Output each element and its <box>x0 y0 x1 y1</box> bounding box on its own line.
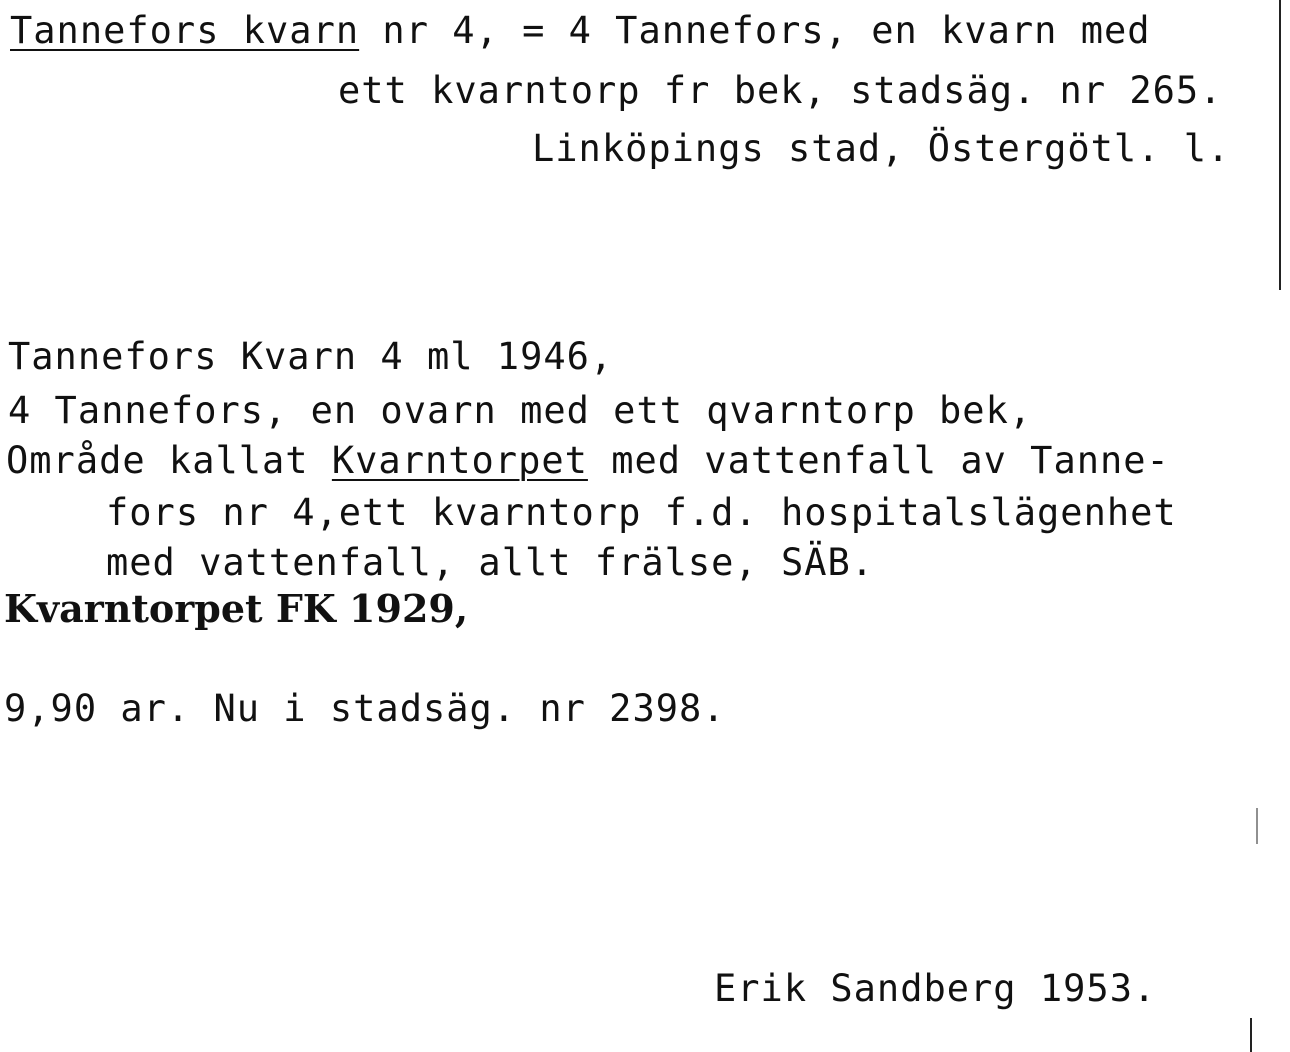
body-line-6: Kvarntorpet FK 1929, <box>4 586 469 631</box>
card-edge-line <box>1279 0 1281 290</box>
edge-mark-bottom <box>1250 1018 1252 1052</box>
body-line-2: 4 Tannefors, en ovarn med ett qvarntorp bek, <box>8 389 1033 432</box>
signature: Erik Sandberg 1953. <box>714 967 1157 1010</box>
body-line-3-b: med vattenfall av Tanne- <box>587 439 1170 482</box>
body-line-3 <box>6 439 1170 482</box>
header-line-1-rest: nr 4, = 4 Tannefors, en kvarn med <box>359 9 1151 52</box>
body-line-7: 9,90 ar. Nu i stadsäg. nr 2398. <box>4 687 726 730</box>
edge-mark <box>1256 808 1258 844</box>
body-line-3-a: Område kallat <box>6 439 332 482</box>
body-line-4: fors nr 4,ett kvarntorp f.d. hospitalslägenhet <box>106 491 1177 534</box>
header-line-2: ett kvarntorp fr bek, stadsäg. nr 265. <box>338 69 1223 112</box>
body-line-5: med vattenfall, allt frälse, SÄB. <box>106 541 875 584</box>
header-line-1 <box>10 9 1151 52</box>
heading-title: Tannefors kvarn <box>10 9 360 52</box>
body-line-1: Tannefors Kvarn 4 ml 1946, <box>8 335 614 378</box>
place-name-kvarntorpet: Kvarntorpet <box>331 439 588 482</box>
header-line-3: Linköpings stad, Östergötl. l. <box>532 127 1231 170</box>
